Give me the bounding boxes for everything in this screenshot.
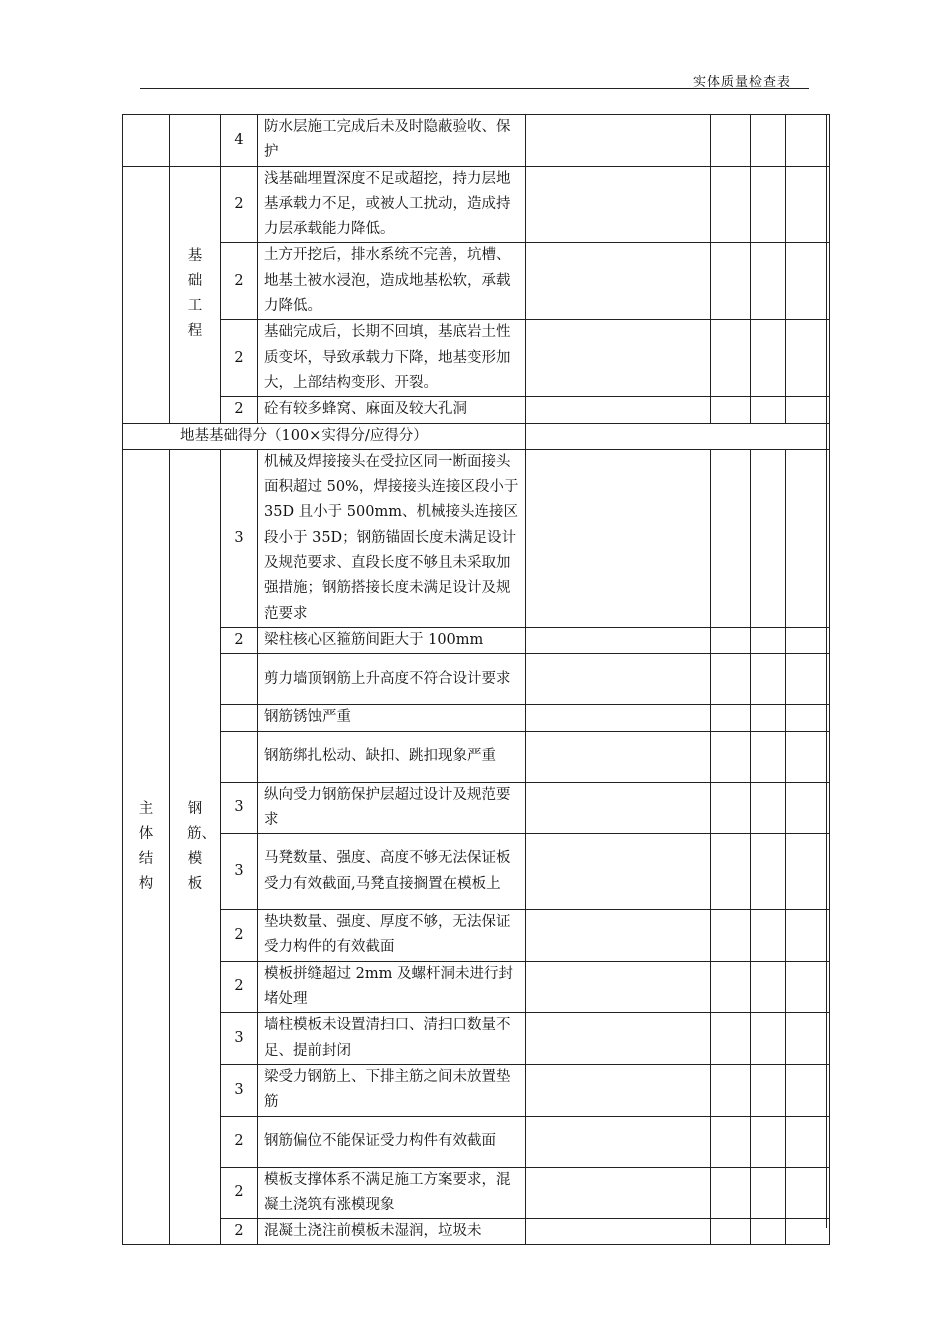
check-cell[interactable] (751, 1013, 786, 1065)
check-cell[interactable] (751, 834, 786, 910)
score-cell: 2 (221, 961, 258, 1013)
item-description: 浅基础埋置深度不足或超挖，持力层地基承载力不足，或被人工扰动，造成持力层承载能力降低。 (258, 166, 526, 243)
score-cell: 3 (221, 449, 258, 627)
check-cell[interactable] (711, 115, 751, 167)
table-row (123, 961, 830, 1013)
score-cell (221, 731, 258, 782)
check-cell[interactable] (526, 1064, 711, 1116)
check-cell[interactable] (751, 449, 786, 627)
table-outer-border (826, 114, 829, 1228)
page-header-title: 实体质量检查表 (692, 75, 791, 90)
item-description: 马凳数量、强度、高度不够无法保证板受力有效截面,马凳直接搁置在模板上 (258, 834, 526, 910)
table-row (123, 705, 830, 731)
table-row (123, 1064, 830, 1116)
table-row (123, 397, 830, 423)
check-cell[interactable] (526, 961, 711, 1013)
check-cell[interactable] (751, 1219, 786, 1245)
check-cell[interactable] (751, 705, 786, 731)
item-description: 土方开挖后，排水系统不完善，坑槽、地基土被水浸泡，造成地基松软，承载力降低。 (258, 243, 526, 320)
subgroup-rebar-formwork-label: 钢筋、模板 (187, 800, 216, 892)
check-cell[interactable] (786, 449, 830, 627)
check-cell[interactable] (751, 1116, 786, 1167)
check-cell[interactable] (711, 1219, 751, 1245)
check-cell[interactable] (751, 910, 786, 962)
item-description: 剪力墙顶钢筋上升高度不符合设计要求 (258, 654, 526, 705)
table-row (123, 910, 830, 962)
group-main-structure-label: 主体结构 (138, 800, 154, 892)
check-cell[interactable] (711, 654, 751, 705)
check-cell[interactable] (526, 1116, 711, 1167)
check-cell[interactable] (786, 961, 830, 1013)
check-cell[interactable] (786, 627, 830, 653)
item-description: 钢筋绑扎松动、缺扣、跳扣现象严重 (258, 731, 526, 782)
check-cell[interactable] (751, 115, 786, 167)
table-row (123, 731, 830, 782)
table-row (123, 1219, 830, 1245)
table-row (123, 115, 830, 167)
item-description: 梁受力钢筋上、下排主筋之间未放置垫筋 (258, 1064, 526, 1116)
check-cell[interactable] (751, 731, 786, 782)
page-header (140, 68, 809, 89)
score-cell: 2 (221, 910, 258, 962)
score-cell: 2 (221, 1219, 258, 1245)
score-cell: 2 (221, 1116, 258, 1167)
check-cell[interactable] (751, 654, 786, 705)
check-cell[interactable] (526, 782, 711, 834)
table-row (123, 320, 830, 397)
table-row (123, 834, 830, 910)
table-row (123, 627, 830, 653)
item-description: 钢筋锈蚀严重 (258, 705, 526, 731)
score-cell (221, 705, 258, 731)
check-cell[interactable] (751, 627, 786, 653)
subgroup-cell-empty (170, 115, 221, 167)
check-cell[interactable] (526, 1219, 711, 1245)
check-cell[interactable] (711, 1116, 751, 1167)
check-cell[interactable] (786, 834, 830, 910)
check-cell[interactable] (711, 320, 751, 397)
check-cell[interactable] (711, 397, 751, 423)
check-cell[interactable] (786, 1116, 830, 1167)
score-cell: 3 (221, 782, 258, 834)
score-cell: 2 (221, 1167, 258, 1219)
item-description: 垫块数量、强度、厚度不够，无法保证受力构件的有效截面 (258, 910, 526, 962)
check-cell[interactable] (711, 627, 751, 653)
check-cell[interactable] (711, 961, 751, 1013)
check-cell[interactable] (786, 1013, 830, 1065)
score-cell: 3 (221, 834, 258, 910)
check-cell[interactable] (751, 320, 786, 397)
check-cell[interactable] (786, 654, 830, 705)
subtotal-label: 地基基础得分（100×实得分/应得分） (123, 423, 526, 449)
item-description: 机械及焊接接头在受拉区同一断面接头面积超过 50%，焊接接头连接区段小于 35D 且小于 500mm、机械接头连接区段小于 35D；钢筋锚固长度未满足设计及规范要求、直段长度不够且未采取加强措施；钢筋搭接长度未满足设计及规范要求 (258, 449, 526, 627)
check-cell[interactable] (786, 705, 830, 731)
check-cell[interactable] (526, 449, 711, 627)
check-cell[interactable] (786, 1219, 830, 1245)
check-cell[interactable] (786, 731, 830, 782)
check-cell[interactable] (751, 166, 786, 243)
check-cell[interactable] (786, 910, 830, 962)
group-cell-empty (123, 166, 170, 423)
check-cell[interactable] (526, 1167, 711, 1219)
check-cell[interactable] (751, 1167, 786, 1219)
subgroup-foundation (170, 166, 221, 423)
group-cell-empty (123, 115, 170, 167)
check-cell[interactable] (786, 320, 830, 397)
check-cell[interactable] (786, 243, 830, 320)
table-row (123, 243, 830, 320)
table-row (123, 1013, 830, 1065)
score-cell: 2 (221, 243, 258, 320)
subgroup-foundation-label: 基础工程 (187, 248, 203, 340)
table-row (123, 449, 830, 627)
check-cell[interactable] (751, 397, 786, 423)
check-cell[interactable] (711, 1167, 751, 1219)
item-description: 梁柱核心区箍筋间距大于 100mm (258, 627, 526, 653)
check-cell[interactable] (526, 1013, 711, 1065)
item-description: 基础完成后，长期不回填，基底岩土性质变坏，导致承载力下降，地基变形加大，上部结构变形、开裂。 (258, 320, 526, 397)
check-cell[interactable] (526, 627, 711, 653)
check-cell[interactable] (526, 115, 711, 167)
inspection-table (122, 114, 830, 1245)
check-cell[interactable] (711, 1064, 751, 1116)
check-cell[interactable] (526, 834, 711, 910)
item-description: 砼有较多蜂窝、麻面及较大孔洞 (258, 397, 526, 423)
score-cell: 2 (221, 627, 258, 653)
check-cell[interactable] (786, 115, 830, 167)
check-cell[interactable] (526, 910, 711, 962)
table-row (123, 654, 830, 705)
check-cell[interactable] (526, 731, 711, 782)
check-cell[interactable] (751, 1064, 786, 1116)
item-description: 混凝土浇注前模板未湿润，垃圾未 (258, 1219, 526, 1245)
check-cell[interactable] (786, 397, 830, 423)
group-main-structure (123, 449, 170, 1245)
check-cell[interactable] (711, 834, 751, 910)
check-cell[interactable] (711, 731, 751, 782)
check-cell[interactable] (751, 243, 786, 320)
table-row (123, 1116, 830, 1167)
check-cell[interactable] (711, 166, 751, 243)
check-cell[interactable] (711, 910, 751, 962)
item-description: 墙柱模板未设置清扫口、清扫口数量不足、提前封闭 (258, 1013, 526, 1065)
check-cell[interactable] (751, 782, 786, 834)
score-cell: 3 (221, 1013, 258, 1065)
check-cell[interactable] (751, 961, 786, 1013)
table-row (123, 782, 830, 834)
check-cell[interactable] (786, 166, 830, 243)
subtotal-row (123, 423, 830, 449)
item-description: 模板支撑体系不满足施工方案要求，混凝土浇筑有涨模现象 (258, 1167, 526, 1219)
check-cell[interactable] (786, 782, 830, 834)
score-cell: 2 (221, 397, 258, 423)
table-row (123, 166, 830, 243)
subgroup-rebar-formwork (170, 449, 221, 1245)
check-cell[interactable] (526, 166, 711, 243)
item-description: 纵向受力钢筋保护层超过设计及规范要求 (258, 782, 526, 834)
item-description: 钢筋偏位不能保证受力构件有效截面 (258, 1116, 526, 1167)
check-cell[interactable] (711, 782, 751, 834)
check-cell[interactable] (711, 1013, 751, 1065)
score-cell: 4 (221, 115, 258, 167)
check-cell[interactable] (526, 320, 711, 397)
check-cell[interactable] (526, 654, 711, 705)
check-cell[interactable] (786, 1064, 830, 1116)
check-cell[interactable] (711, 243, 751, 320)
check-cell[interactable] (526, 705, 711, 731)
subtotal-value-cell[interactable] (526, 423, 830, 449)
score-cell: 2 (221, 166, 258, 243)
check-cell[interactable] (526, 397, 711, 423)
item-description: 防水层施工完成后未及时隐蔽验收、保护 (258, 115, 526, 167)
score-cell: 3 (221, 1064, 258, 1116)
check-cell[interactable] (711, 705, 751, 731)
item-description: 模板拼缝超过 2mm 及螺杆洞未进行封堵处理 (258, 961, 526, 1013)
score-cell: 2 (221, 320, 258, 397)
check-cell[interactable] (711, 449, 751, 627)
score-cell (221, 654, 258, 705)
check-cell[interactable] (786, 1167, 830, 1219)
check-cell[interactable] (526, 243, 711, 320)
table-row (123, 1167, 830, 1219)
